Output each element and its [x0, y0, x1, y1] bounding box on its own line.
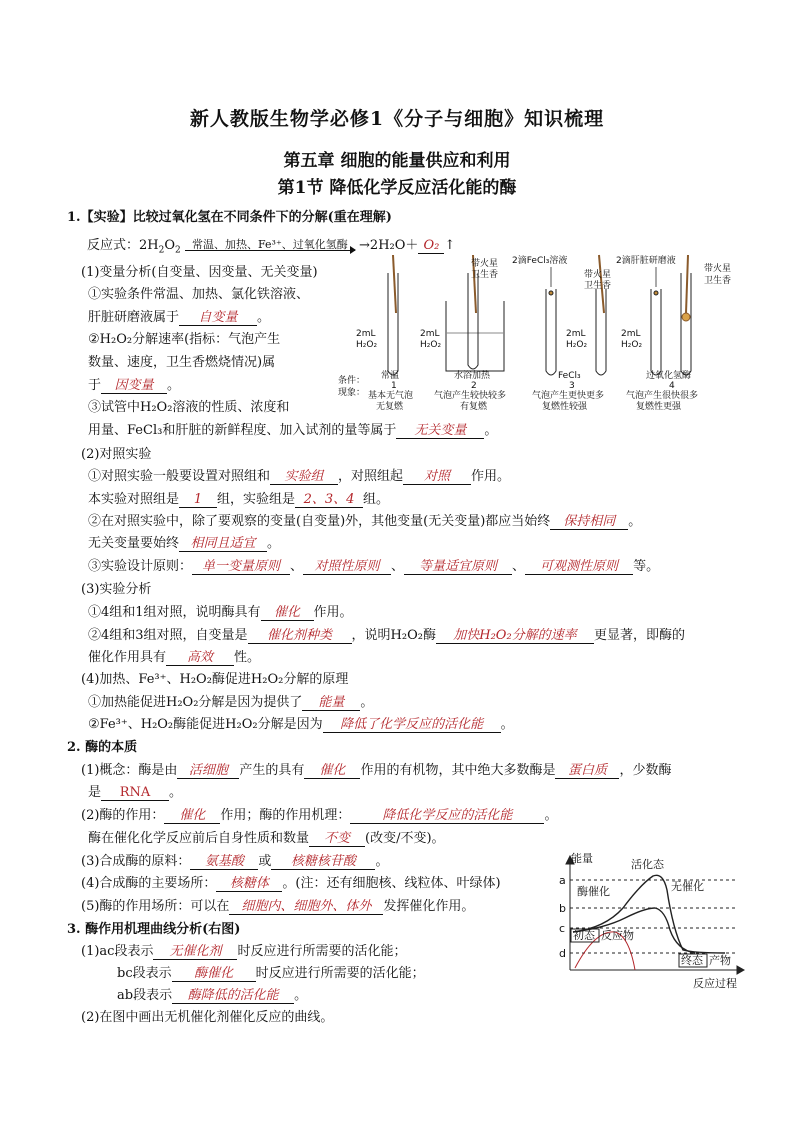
p1-line: ①加热能促进H₂O₂分解是因为提供了 能量 。 [88, 691, 373, 711]
level-b-label: b [559, 902, 566, 915]
h2o2-1: H₂O₂ [356, 340, 378, 350]
v2-line1: ②H₂O₂分解速率(指标：气泡产生 [88, 332, 281, 347]
s2-a2-answer: RNA [101, 785, 169, 801]
c2-text: 本实验对照组是 [88, 492, 180, 507]
tube-3 [546, 289, 556, 375]
s2-b2-text-b: (改变/不变)。 [365, 831, 445, 846]
p2-text: ②Fe³⁺、H₂O₂酶能促进H₂O₂分解是因为 [88, 717, 323, 732]
active-state-label: 活化态 [631, 858, 664, 871]
product-label: 产物 [709, 954, 731, 967]
p1-text: ①加热能促进H₂O₂分解是因为提供了 [88, 695, 303, 710]
level-d-label: d [559, 947, 566, 960]
y-axis-label: 能量 [571, 852, 593, 865]
s2-b2-text: 酶在催化化学反应前后自身性质和数量 [88, 831, 310, 846]
v1-line2: 肝脏研磨液属于 自变量 。 [88, 306, 270, 326]
h2o2-3: H₂O₂ [566, 340, 588, 350]
c4-answer: 相同且适宜 [179, 532, 267, 552]
enzyme-label: 酶催化 [577, 885, 610, 898]
s2-a2-line: 是 RNA 。 [88, 785, 183, 800]
s2-c1-text: (3)合成酶的原料： [81, 854, 191, 869]
reaction-equation: 反应式：$2H_2O_2$ 常温、加热、Fe³⁺、过氧化氢酶 →2H₂O＋ O₂ ↑ [87, 238, 456, 256]
r2-line [88, 624, 685, 644]
c1-text: ①对照实验一般要设置对照组和 [88, 469, 271, 484]
eq-up: ↑ [444, 238, 456, 253]
vol-3: 2mL [566, 329, 586, 339]
tube-3b [596, 289, 606, 375]
energy-graph [545, 850, 745, 990]
t2-phen2: 有复燃 [460, 402, 488, 412]
fecl3-label: 2滴FeCl₃溶液 [512, 256, 568, 266]
s1-heading: 1.【实验】比较过氧化氢在不同条件下的分解(重在理解) [67, 210, 392, 225]
s2-a1-text-d: ，少数酶 [619, 763, 672, 778]
test-tube-figure [336, 253, 746, 413]
c2-text-c: 组。 [363, 492, 390, 507]
c1-answer-1: 实验组 [270, 465, 338, 485]
c1-text-c: 作用。 [471, 469, 511, 484]
s2-d1-text-b: 。(注：还有细胞核、线粒体、叶绿体) [282, 876, 501, 891]
s2-a1-text-b: 产生的具有 [239, 763, 305, 778]
s2-b1-line: (2)酶的作用： 催化 作用；酶的作用机理： 降低化学反应的活化能 。 [81, 804, 557, 824]
r2-answer-1: 催化剂种类 [248, 624, 352, 644]
t3-phen1: 气泡产生更快更多 [532, 391, 605, 401]
t2-phen1: 气泡产生较快较多 [434, 391, 507, 401]
s3-b1-line [117, 962, 425, 982]
s2-c1-line: (3)合成酶的原料： 氨基酸 或 核糖核苷酸 。 [81, 850, 388, 870]
vol-1: 2mL [356, 329, 376, 339]
v3-text: 用量、FeCl₃和肝脏的新鲜程度、加入试剂的量等属于 [88, 423, 397, 438]
s2-e1-answer: 细胞内、细胞外、体外 [229, 895, 383, 915]
v1-text: 肝脏研磨液属于 [88, 310, 180, 325]
c5-line: ③实验设计原则： 单一变量原则 、 对照性原则 、 等量适宜原则 、 可观测性原则 等。 [88, 555, 659, 575]
c1-line [88, 465, 510, 485]
initial-label: 初态 [573, 929, 595, 942]
t3-num: 3 [569, 381, 575, 391]
s2-b1-text: (2)酶的作用： [81, 808, 165, 823]
r1-line [88, 601, 353, 621]
incense-label-3b: 卫生香 [584, 281, 612, 291]
eq-conditions: 常温、加热、Fe³⁺、过氧化氢酶 [192, 238, 348, 251]
c5-answer-2: 对照性原则 [303, 555, 391, 575]
r1-text: ①4组和1组对照，说明酶具有 [88, 605, 261, 620]
r3-line [88, 646, 260, 666]
c1-answer-2: 对照 [403, 465, 471, 485]
level-a-label: a [559, 874, 566, 887]
s2-a1-text: (1)概念：酶是由 [81, 763, 178, 778]
r2-answer-2: 加快H₂O₂分解的速率 [436, 624, 594, 644]
c2-text-b: 组，实验组是 [217, 492, 296, 507]
p1-answer: 能量 [302, 691, 360, 711]
x-axis-label: 反应过程 [693, 977, 737, 990]
incense-label-3a: 带火星 [584, 270, 612, 280]
var-heading: (1)变量分析(自变量、因变量、无关变量) [81, 265, 318, 280]
r2-text-b: ，说明H₂O₂酶 [351, 628, 436, 643]
c5-text: ③实验设计原则： [88, 559, 193, 574]
c5-answer-4: 可观测性原则 [525, 555, 633, 575]
s3-a1-text-b: 时反应进行所需要的活化能； [237, 944, 407, 959]
t1-phen2: 无复燃 [376, 402, 404, 412]
incense-label-4a: 带火星 [704, 264, 732, 274]
s2-c1-text-b: 或 [258, 854, 272, 869]
s2-b2-answer: 不变 [309, 827, 365, 847]
s2-heading: 2. 酶的本质 [67, 740, 138, 755]
t4-num: 4 [669, 381, 675, 391]
eq-o2-answer: O₂ [418, 238, 444, 254]
chapter-title: 第五章 细胞的能量供应和利用 [283, 151, 511, 171]
tube-4 [651, 289, 661, 375]
s2-a1-answer-1: 活细胞 [177, 759, 239, 779]
incense-label-4b: 卫生香 [704, 276, 732, 286]
c5-text-b: 等。 [633, 559, 660, 574]
s2-d1-answer: 核糖体 [216, 872, 282, 892]
reaction-arrow [185, 240, 355, 251]
s2-a1-answer-2: 催化 [304, 759, 360, 779]
phen-row-label: 现象： [338, 388, 366, 398]
t4-phen2: 复燃性更强 [636, 402, 682, 412]
x-axis-arrow [737, 966, 744, 974]
v3-line1: ③试管中H₂O₂溶液的性质、浓度和 [88, 400, 290, 415]
p2-line: ②Fe³⁺、H₂O₂酶能促进H₂O₂分解是因为 降低了化学反应的活化能 。 [88, 713, 514, 733]
t1-cond: 常温 [381, 371, 400, 381]
s2-d1-text: (4)合成酶的主要场所： [81, 876, 217, 891]
s2-e1-text: (5)酶的作用场所：可以在 [81, 899, 230, 914]
c3-answer: 保持相同 [550, 510, 628, 530]
t4-cond: 过氧化氢酶 [646, 371, 692, 381]
s2-b1-answer-2: 降低化学反应的活化能 [350, 804, 544, 824]
no-catalyst-label: 无催化 [671, 880, 704, 893]
p2-answer: 降低了化学反应的活化能 [323, 713, 501, 733]
t4-phen1: 气泡产生很快很多 [626, 391, 699, 401]
eq-product: →2H₂O＋ [359, 238, 419, 253]
incense-label-1b: 卫生香 [471, 270, 499, 280]
s3-a1-line [81, 940, 406, 960]
c4-text: 无关变量要始终 [88, 536, 180, 551]
incense-4 [686, 255, 688, 313]
s2-b1-answer-1: 催化 [164, 804, 220, 824]
t1-phen1: 基本无气泡 [368, 391, 414, 401]
s3-a1-answer: 无催化剂 [153, 940, 237, 960]
p-heading: (4)加热、Fe³⁺、H₂O₂酶促进H₂O₂分解的原理 [81, 672, 349, 687]
res-heading: (3)实验分析 [81, 582, 152, 597]
s3-b1-text: bc段表示 [117, 966, 172, 981]
r3-text-b: 性。 [234, 650, 261, 665]
r3-text: 催化作用具有 [88, 650, 167, 665]
c2-line [88, 488, 389, 508]
s3-heading: 3. 酶作用机理曲线分析(右图) [67, 922, 241, 937]
s2-e1-line [81, 895, 474, 915]
r1-answer: 催化 [261, 601, 314, 621]
r2-text: ②4组和3组对照，自变量是 [88, 628, 248, 643]
s2-a2-text: 是 [88, 785, 102, 800]
c2-answer-1: 1 [179, 492, 217, 508]
reactant-label: 反应物 [601, 929, 634, 942]
c1-text-b: ，对照组起 [338, 469, 404, 484]
vol-2: 2mL [420, 329, 440, 339]
v3-line2: 用量、FeCl₃和肝脏的新鲜程度、加入试剂的量等属于 无关变量 。 [88, 419, 497, 439]
t2-cond: 水浴加热 [454, 371, 491, 381]
section-title: 第1节 降低化学反应活化能的酶 [277, 178, 517, 198]
liver-label: 2滴肝脏研磨液 [616, 256, 676, 266]
s3-c1-answer: 酶降低的活化能 [172, 984, 294, 1004]
vol-4: 2mL [621, 329, 641, 339]
c5-answer-1: 单一变量原则 [192, 555, 290, 575]
c2-answer-2: 2、3、4 [295, 488, 363, 508]
s3-b1-answer: 酶催化 [172, 962, 256, 982]
h2o2-2: H₂O₂ [420, 340, 442, 350]
r3-answer: 高效 [166, 646, 234, 666]
s2-c1-answer-1: 氨基酸 [190, 850, 258, 870]
s3-c1-text: ab段表示 [117, 988, 173, 1003]
s2-e1-text-b: 发挥催化作用。 [383, 899, 475, 914]
s2-c1-answer-2: 核糖核苷酸 [271, 850, 375, 870]
s2-d1-line [81, 872, 501, 892]
cond-row-label: 条件： [338, 376, 366, 386]
c3-text: ②在对照实验中，除了要观察的变量(自变量)外，其他变量(无关变量)都应当始终 [88, 514, 551, 529]
tube-2 [468, 273, 478, 369]
v1-line1: ①实验条件常温、加热、氯化铁溶液、 [88, 287, 310, 302]
s3-d1-line: (2)在图中画出无机催化剂催化反应的曲线。 [81, 1010, 334, 1025]
s3-b1-text-b: 时反应进行所需要的活化能； [255, 966, 425, 981]
tube-1 [388, 273, 398, 375]
incense-label-1a: 带火星 [471, 259, 499, 269]
ctrl-heading: (2)对照实验 [81, 447, 152, 462]
c4-line: 无关变量要始终 相同且适宜 。 [88, 532, 280, 552]
t3-cond: FeCl₃ [558, 371, 581, 381]
c5-answer-3: 等量适宜原则 [404, 555, 512, 575]
v2-answer: 因变量 [101, 374, 167, 394]
v1-answer: 自变量 [179, 306, 257, 326]
s3-c1-line: ab段表示 酶降低的活化能 。 [117, 984, 307, 1004]
v2-text: 于 [88, 378, 102, 393]
v3-answer: 无关变量 [396, 419, 484, 439]
v2-line2: 数量、速度，卫生香燃烧情况)属 [88, 355, 276, 370]
s2-a1-line [81, 759, 671, 779]
t1-num: 1 [391, 381, 397, 391]
c3-line: ②在对照实验中，除了要观察的变量(自变量)外，其他变量(无关变量)都应当始终 保持相同 。 [88, 510, 641, 530]
r1-text-b: 作用。 [313, 605, 353, 620]
s2-a1-text-c: 作用的有机物，其中绝大多数酶是 [360, 763, 556, 778]
v2-line3: 于 因变量 。 [88, 374, 180, 394]
s2-a1-answer-3: 蛋白质 [555, 759, 619, 779]
r2-text-c: 更显著，即酶的 [593, 628, 685, 643]
s2-b2-line [88, 827, 445, 847]
t3-phen2: 复燃性较强 [542, 402, 588, 412]
document-title: 新人教版生物学必修1《分子与细胞》知识梳理 [189, 108, 605, 130]
t2-num: 2 [471, 381, 477, 391]
eq-prefix: 反应式：2H [87, 238, 159, 253]
final-label: 终态 [681, 954, 703, 967]
level-c-label: c [559, 922, 566, 935]
s3-a1-text: (1)ac段表示 [81, 944, 154, 959]
incense-1 [393, 255, 396, 313]
s2-b1-text-b: 作用；酶的作用机理： [220, 808, 351, 823]
h2o2-4: H₂O₂ [621, 340, 643, 350]
